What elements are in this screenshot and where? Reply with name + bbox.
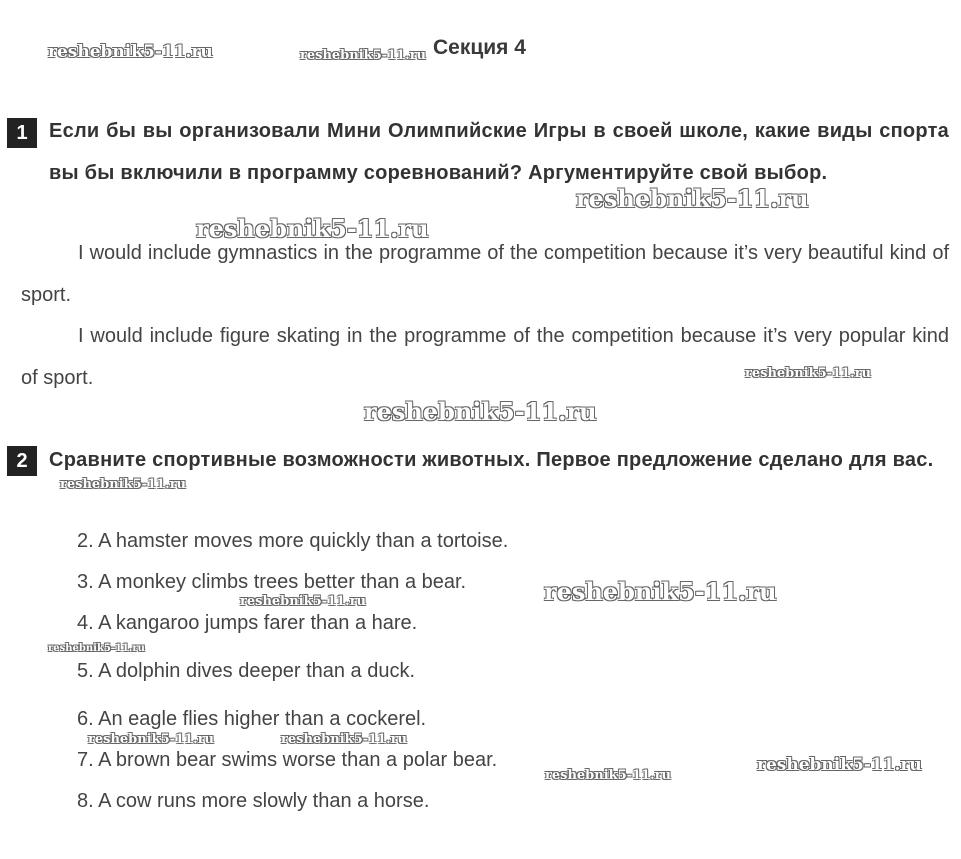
task-1-question: Если бы вы организовали Мини Олимпийские Игры в своей школе, какие виды спорта вы бы включили в программу соревнований? Аргументируйте свой выбор. bbox=[49, 120, 949, 184]
watermark: reshebnik5-11.ru bbox=[757, 755, 922, 775]
watermark: reshebnik5-11.ru bbox=[48, 643, 145, 654]
task-2-item: 3. A monkey climbs trees better than a bear. bbox=[77, 571, 467, 593]
task-2-item: 8. A cow runs more slowly than a horse. bbox=[77, 790, 430, 812]
task-2-number-badge: 2 bbox=[7, 446, 37, 476]
watermark: reshebnik5-11.ru bbox=[240, 594, 367, 609]
watermark: reshebnik5-11.ru bbox=[576, 184, 809, 213]
task-1-answer-1: I would include gymnastics in the programme of the competition because it’s very beautiful kind of sport. bbox=[21, 242, 949, 306]
task-1-number-badge: 1 bbox=[7, 118, 37, 148]
watermark: reshebnik5-11.ru bbox=[364, 397, 597, 426]
task-2-item: 5. A dolphin dives deeper than a duck. bbox=[77, 660, 416, 682]
watermark: reshebnik5-11.ru bbox=[544, 577, 777, 606]
task-2-question: Сравните спортивные возможности животных. Первое предложение сделано для вас. bbox=[49, 449, 934, 471]
task-2-item: 4. A kangaroo jumps farer than a hare. bbox=[77, 612, 418, 634]
task-2-item: 2. A hamster moves more quickly than a tortoise. bbox=[77, 530, 509, 552]
watermark: reshebnik5-11.ru bbox=[88, 732, 215, 747]
watermark: reshebnik5-11.ru bbox=[48, 42, 213, 62]
watermark: reshebnik5-11.ru bbox=[545, 768, 672, 783]
section-title: Секция 4 bbox=[433, 36, 526, 59]
task-1-answer-2: I would include figure skating in the programme of the competition because it’s very popular kind of sport. bbox=[21, 325, 949, 389]
watermark: reshebnik5-11.ru bbox=[300, 48, 427, 63]
watermark: reshebnik5-11.ru bbox=[281, 732, 408, 747]
task-2-item: 6. An eagle flies higher than a cockerel. bbox=[77, 708, 427, 730]
watermark: reshebnik5-11.ru bbox=[60, 477, 187, 492]
watermark: reshebnik5-11.ru bbox=[745, 366, 872, 381]
task-2-item: 7. A brown bear swims worse than a polar bear. bbox=[77, 749, 498, 771]
watermark: reshebnik5-11.ru bbox=[196, 214, 429, 243]
